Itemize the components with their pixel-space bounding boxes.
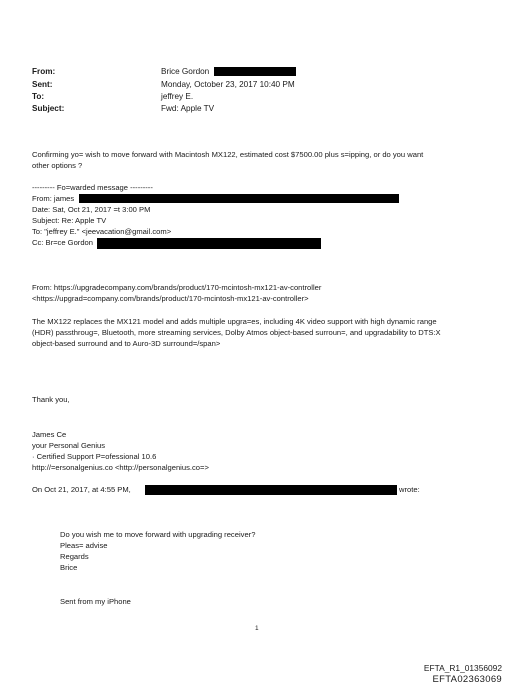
quoted-line: Regards (60, 552, 89, 561)
sent-label: Sent: (32, 80, 53, 89)
quoted-sent-from: Sent from my iPhone (60, 597, 131, 606)
forwarded-marker: --------- Fo=warded message --------- (32, 183, 153, 192)
intro-line-1: Confirming yo= wish to move forward with Macintosh MX122, estimated cost $7500.00 plus s=ipping, or do you want (32, 150, 424, 159)
redaction-bar (79, 194, 399, 203)
redaction-bar (214, 67, 296, 76)
signature-certification: · Certified Support P=ofessional 10.6 (32, 452, 157, 461)
quote-wrote: wrote: (399, 485, 420, 494)
description-line: (HDR) passthroug=, Bluetooth, more streaming services, Dolby Atmos object-based surroun=, and upgradability to DTS:X (32, 328, 441, 337)
forwarded-to: To: "jeffrey E." <jeevacation@gmail.com> (32, 227, 172, 236)
page-number: 1 (255, 625, 259, 632)
intro-line-2: other options ? (32, 161, 83, 170)
forwarded-cc: Cc: Br=ce Gordon (32, 238, 93, 247)
forwarded-subject: Subject: Re: Apple TV (32, 216, 107, 225)
to-value: jeffrey E. (161, 92, 194, 101)
from-value: Brice Gordon (161, 67, 210, 76)
quote-header: On Oct 21, 2017, at 4:55 PM, (32, 485, 131, 494)
signature-url: http://=ersonalgenius.co <http://personalgenius.co=> (32, 463, 209, 472)
document-reference: EFTA_R1_01356092 (423, 663, 502, 673)
quoted-line: Brice (60, 563, 78, 572)
redaction-bar (145, 485, 397, 495)
sent-value: Monday, October 23, 2017 10:40 PM (161, 80, 295, 89)
from-label: From: (32, 67, 56, 76)
to-label: To: (32, 92, 45, 101)
forwarded-from: From: james (32, 194, 75, 203)
signature-name: James Ce (32, 430, 67, 439)
document-reference: EFTA02363069 (432, 674, 502, 685)
subject-value: Fwd: Apple TV (161, 104, 215, 113)
quoted-line: Pleas= advise (60, 541, 108, 550)
quoted-line: Do you wish me to move forward with upgrading receiver? (60, 530, 256, 539)
closing-thanks: Thank you, (32, 395, 70, 404)
redaction-bar (97, 238, 321, 249)
signature-title: your Personal Genius (32, 441, 106, 450)
description-line: object-based surround and to Auro-3D surround=/span> (32, 339, 221, 348)
source-url-line: <https://upgrad=company.com/brands/product/170-mcintosh-mx121-av-controller> (32, 294, 309, 303)
subject-label: Subject: (32, 104, 65, 113)
description-line: The MX122 replaces the MX121 model and adds multiple upgra=es, including 4K video support with high dynamic range (32, 317, 437, 326)
source-url-line: From: https://upgradecompany.com/brands/product/170-mcintosh-mx121-av-controller (32, 283, 322, 292)
forwarded-date: Date: Sat, Oct 21, 2017 =t 3:00 PM (32, 205, 151, 214)
